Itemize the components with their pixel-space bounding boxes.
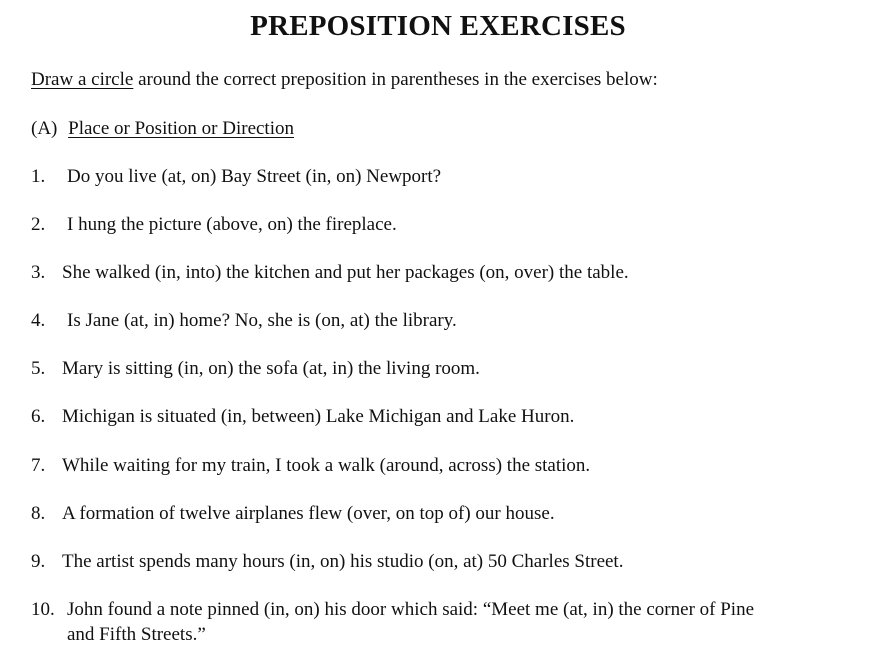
section-label: (A) <box>31 118 58 139</box>
exercise-text: She walked (in, into) the kitchen and put her packages (on, over) the table. <box>62 262 629 283</box>
exercise-number: 7. <box>31 455 46 476</box>
exercise-number: 2. <box>31 214 46 235</box>
exercise-text: A formation of twelve airplanes flew (over, on top of) our house. <box>62 503 555 524</box>
instruction-rest: around the correct preposition in parentheses in the exercises below: <box>133 69 658 90</box>
exercise-number: 5. <box>31 358 46 379</box>
exercise-number: 8. <box>31 503 46 524</box>
instruction-line <box>31 69 658 91</box>
exercise-number: 6. <box>31 406 46 427</box>
section-title: Place or Position or Direction <box>68 118 294 139</box>
exercise-number: 4. <box>31 310 46 331</box>
exercise-number: 9. <box>31 551 46 572</box>
exercise-text: The artist spends many hours (in, on) his studio (on, at) 50 Charles Street. <box>62 551 624 572</box>
section-heading <box>31 118 294 140</box>
exercise-continuation: and Fifth Streets.” <box>67 624 206 645</box>
exercise-text: I hung the picture (above, on) the fireplace. <box>67 214 397 235</box>
page-title: PREPOSITION EXERCISES <box>250 10 626 42</box>
exercise-text: Michigan is situated (in, between) Lake Michigan and Lake Huron. <box>62 406 575 427</box>
exercise-text: Is Jane (at, in) home? No, she is (on, at) the library. <box>67 310 457 331</box>
exercise-number: 3. <box>31 262 46 283</box>
exercise-text: John found a note pinned (in, on) his door which said: “Meet me (at, in) the corner of Pine <box>67 599 754 620</box>
exercise-number: 1. <box>31 166 46 187</box>
instruction-underlined: Draw a circle <box>31 69 134 90</box>
exercise-text: Mary is sitting (in, on) the sofa (at, in) the living room. <box>62 358 480 379</box>
exercise-number: 10. <box>31 599 55 620</box>
exercise-text: While waiting for my train, I took a walk (around, across) the station. <box>62 455 591 476</box>
exercise-text: Do you live (at, on) Bay Street (in, on) Newport? <box>67 166 442 187</box>
